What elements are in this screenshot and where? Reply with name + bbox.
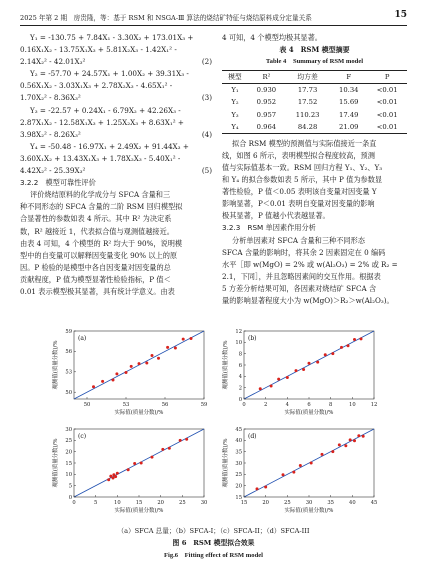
paragraph-line-text: 评价烧结原料的化学成分与 SFCA 含量和三 xyxy=(30,190,171,200)
paragraph-line-text: 极其显著，P 值越小代表越显著。 xyxy=(222,211,330,221)
x-axis-label: 实际值(质量分数)/% xyxy=(114,410,164,416)
x-tick-label: 6 xyxy=(307,402,311,408)
paragraph-line xyxy=(20,201,212,213)
paragraph-model-reliability xyxy=(20,189,212,298)
data-point xyxy=(321,453,324,456)
x-tick-label: 20 xyxy=(262,500,269,506)
table-cell: 17.49 xyxy=(339,110,359,119)
paragraph-line xyxy=(222,186,407,198)
data-point xyxy=(362,435,365,438)
paragraph-line-text: 分析单因素对 SFCA 含量和三种不同形态 xyxy=(232,235,365,245)
y-tick-label: 35 xyxy=(235,449,242,456)
data-point xyxy=(331,450,334,453)
y-tick-label: 30 xyxy=(65,426,72,433)
table-row xyxy=(222,96,407,108)
table-cell: Y₃ xyxy=(231,110,239,119)
paragraph-line-text: 由表 4 可知，4 个模型的 R² 均大于 90%，说明模 xyxy=(20,238,183,248)
equation-line-text: Y₃ = -22.57 + 0.24X₁ - 6.79X₂ + 42.26X₃ - xyxy=(30,105,181,115)
data-point xyxy=(190,337,193,340)
x-tick-label: 8 xyxy=(329,402,333,408)
paragraph-line xyxy=(222,198,407,210)
table-cell: 0.952 xyxy=(256,98,277,107)
paragraph-line xyxy=(222,150,407,162)
data-point xyxy=(140,462,143,465)
panel-label: (c) xyxy=(78,433,87,440)
x-tick-label: 30 xyxy=(200,500,208,506)
table-cell: 84.28 xyxy=(297,122,318,131)
paragraph-line-text: 影响显著，P＜0.01 表明自变量对因变量的影响 xyxy=(222,199,375,209)
data-point xyxy=(349,438,352,441)
table-cell: <0.01 xyxy=(376,110,398,119)
paragraph-line xyxy=(222,271,407,283)
col-header-r2: R² xyxy=(262,73,271,82)
equation-line-text: Y₁ = -130.75 + 7.84X₁ - 3.30X₂ + 173.01X₃ + xyxy=(30,33,194,42)
data-point xyxy=(256,487,259,490)
y-tick-label: 53 xyxy=(65,369,72,376)
col-header-p: P xyxy=(384,73,390,82)
paragraph-fitting xyxy=(222,138,407,223)
x-tick-label: 10 xyxy=(114,500,121,506)
paragraph-line xyxy=(20,274,212,286)
y-tick-label: 15 xyxy=(235,494,242,501)
equation-line-text: 4.42X₂² - 25.39X₃² xyxy=(20,166,86,176)
data-point xyxy=(168,447,171,450)
data-point xyxy=(331,352,334,355)
y-tick-label: 45 xyxy=(235,426,242,433)
data-point xyxy=(112,378,115,381)
y-tick-label: 20 xyxy=(235,483,242,490)
data-point xyxy=(182,338,185,341)
table-cell: 10.34 xyxy=(339,86,359,95)
x-axis-label: 实际值(质量分数)/% xyxy=(114,508,164,514)
data-point xyxy=(299,464,302,467)
table-cell: <0.01 xyxy=(376,98,398,107)
table-row xyxy=(222,121,407,134)
data-point xyxy=(151,456,154,459)
scatter-panel-c xyxy=(52,425,212,515)
x-tick-label: 5 xyxy=(94,500,98,506)
x-tick-label: 10 xyxy=(349,402,356,408)
y-tick-label: 8 xyxy=(238,351,242,358)
paragraph-line-text: 著性检验，P 值＜0.05 表明该自变量对因变量 Y xyxy=(222,187,377,197)
scatter-panel-d xyxy=(222,425,382,515)
x-tick-label: 50 xyxy=(83,402,91,408)
data-point xyxy=(114,475,117,478)
y-axis-label: 观测值(质量分数)/% xyxy=(53,438,59,488)
panel-label: (a) xyxy=(78,335,87,342)
paragraph-line-text: 数，R² 越接近 1，代表拟合值与观测值越接近。 xyxy=(20,226,174,236)
figure-caption-cn: 图 6 RSM 模型拟合效果 xyxy=(172,539,255,547)
data-point xyxy=(308,362,311,365)
paragraph-line xyxy=(222,295,407,307)
equation-line-text: 0.16X₁X₂ - 13.75X₁X₃ + 5.81X₂X₃ - 1.42X₁² - xyxy=(20,45,177,55)
table-header-row xyxy=(222,71,407,84)
data-point xyxy=(259,387,262,390)
section-heading-3-2-3: 3.2.3 RSM 单因素作用分析 xyxy=(222,223,316,233)
table-title-en: Table 4 Summary of RSM model xyxy=(265,58,364,66)
x-axis-label: 实际值(质量分数)/% xyxy=(284,410,334,416)
equation-line-text: 2.14X₂² - 42.01X₃² xyxy=(20,57,86,67)
data-point xyxy=(133,462,136,465)
y-tick-label: 25 xyxy=(65,438,72,445)
paragraph-line-text: 因。P 检验的是模型中各自因变量对因变量的总 xyxy=(20,262,171,272)
x-tick-label: 53 xyxy=(122,402,130,408)
equation-line xyxy=(20,32,212,44)
equation-line-text: 1.70X₂² - 8.36X₃² xyxy=(20,93,81,103)
x-tick-label: 12 xyxy=(370,402,378,408)
x-tick-label: 0 xyxy=(242,402,246,408)
equation-line xyxy=(20,44,212,56)
data-point xyxy=(127,468,130,471)
data-point xyxy=(145,361,148,364)
y-tick-label: 10 xyxy=(65,472,72,479)
equation-line-text: 0.56X₁X₂ - 3.03X₁X₃ + 2.78X₂X₃ - 4.65X₁² - xyxy=(20,81,173,91)
data-point xyxy=(264,486,267,489)
data-point xyxy=(166,346,169,349)
data-point xyxy=(344,444,347,447)
paragraph-line xyxy=(222,283,407,295)
data-point xyxy=(286,376,289,379)
y-tick-label: 6 xyxy=(238,362,242,369)
fit-line xyxy=(244,429,374,497)
data-point xyxy=(116,472,119,475)
paragraph-line-text: 水平［即 w(MgO) = 2% 或 w(Al₂O₃) = 2% 或 R₂ = xyxy=(222,259,398,269)
equation-line xyxy=(20,92,212,104)
paragraph-line xyxy=(222,210,407,222)
fit-line xyxy=(244,331,374,399)
x-tick-label: 2 xyxy=(264,402,268,408)
equation-line xyxy=(20,68,212,80)
y-tick-label: 10 xyxy=(235,340,242,347)
fit-line xyxy=(74,429,204,497)
paragraph-line-text: 2.1，下同］，并且忽略因素间的交互作用。根据表 xyxy=(222,271,381,281)
x-tick-label: 45 xyxy=(370,500,378,506)
paragraph-line-text: 贡献程度，P 值为模型显著性检验指标，P 值＜ xyxy=(20,274,171,284)
equation-line xyxy=(20,80,212,92)
paragraph-line xyxy=(20,286,212,298)
data-point xyxy=(357,434,360,437)
y-tick-label: 12 xyxy=(235,328,242,335)
paragraph-line-text: 值与实际值基本一致。RSM 回归方程 Y₁、Y₂、Y₃ xyxy=(222,162,383,172)
data-point xyxy=(92,385,95,388)
data-point xyxy=(316,361,319,364)
page-number: 15 xyxy=(394,10,407,20)
equation-number: (5) xyxy=(201,166,212,176)
paragraph-line xyxy=(20,226,212,238)
paragraph-line xyxy=(20,250,212,262)
paragraph-line xyxy=(222,259,407,271)
table-row xyxy=(222,109,407,121)
data-point xyxy=(174,347,177,350)
panel-label: (b) xyxy=(248,335,257,342)
scatter-panel-a xyxy=(52,327,212,417)
equation-line-text: Y₂ = -57.70 + 24.57X₁ + 1.00X₂ + 39.31X₃ - xyxy=(30,69,189,79)
col-header-mse: 均方差 xyxy=(297,73,318,82)
data-point xyxy=(295,369,298,372)
equation-line xyxy=(20,129,212,141)
equation-number: (4) xyxy=(201,129,212,139)
scatter-panel-b xyxy=(222,327,382,417)
table-cell: Y₂ xyxy=(231,98,239,107)
col-header-model: 模型 xyxy=(228,73,242,82)
table-cell: 21.09 xyxy=(339,122,359,131)
data-point xyxy=(353,439,356,442)
y-axis-label: 观测值(质量分数)/% xyxy=(223,438,229,488)
table-cell: 17.52 xyxy=(297,98,318,107)
right-column xyxy=(222,32,407,307)
y-tick-label: 56 xyxy=(65,349,72,356)
table-cell: Y₄ xyxy=(231,122,239,131)
y-tick-label: 5 xyxy=(68,483,72,490)
x-tick-label: 30 xyxy=(305,500,313,506)
header-rule xyxy=(20,25,407,26)
equation-line xyxy=(20,117,212,129)
table-title-cn: 表 4 RSM 模型摘要 xyxy=(279,45,350,55)
data-point xyxy=(125,371,128,374)
data-point xyxy=(292,471,295,474)
data-point xyxy=(101,380,104,383)
x-tick-label: 25 xyxy=(284,500,291,506)
paragraph-line xyxy=(222,138,407,150)
x-tick-label: 4 xyxy=(285,402,289,408)
table-cell: <0.01 xyxy=(376,86,398,95)
equation-block xyxy=(20,32,212,177)
equation-line xyxy=(20,105,212,117)
paragraph-line-text: 5 方差分析结果可知，各因素对烧结矿 SFCA 含 xyxy=(222,283,377,293)
data-point xyxy=(151,354,154,357)
x-tick-label: 15 xyxy=(240,500,248,506)
data-point xyxy=(353,338,356,341)
equation-line xyxy=(20,141,212,153)
y-tick-label: 15 xyxy=(65,460,72,467)
y-tick-label: 0 xyxy=(238,396,242,403)
equation-line xyxy=(20,165,212,177)
paragraph-line-text: 量的影响显著程度大小为 w(MgO)＞R₂＞w(Al₂O₃)。 xyxy=(222,295,394,305)
paragraph-line xyxy=(222,235,407,247)
y-tick-label: 50 xyxy=(65,390,72,396)
paragraph-line xyxy=(20,238,212,250)
equation-number: (2) xyxy=(201,57,212,67)
y-tick-label: 4 xyxy=(238,374,242,381)
paragraph-line: 4 可知，4 个模型均极其显著。 xyxy=(222,33,322,42)
section-heading-3-2-2: 3.2.2 模型可靠性评价 xyxy=(20,178,96,188)
equation-line-text: 3.98X₂² - 8.26X₃² xyxy=(20,129,81,139)
data-point xyxy=(107,478,110,481)
equation-number: (3) xyxy=(201,93,212,103)
data-point xyxy=(347,344,350,347)
x-tick-label: 25 xyxy=(179,500,186,506)
x-tick-label: 20 xyxy=(157,500,164,506)
figure-subcaption: （a）SFCA 总量；（b）SFCA-I；（c）SFCA-II；（d）SFCA-III xyxy=(117,527,310,535)
paragraph-line-text: 合显著性的参数如表 4 所示。其中 R² 为决定系 xyxy=(20,214,172,224)
paragraph-line xyxy=(20,189,212,201)
y-tick-label: 0 xyxy=(68,494,72,501)
paragraph-line xyxy=(20,262,212,274)
col-header-f: F xyxy=(346,73,352,82)
paragraph-line-text: SFCA 含量的影响时，将其余 2 因素固定在 0 编码 xyxy=(222,247,386,257)
table-cell: 0.957 xyxy=(256,110,277,119)
data-point xyxy=(112,476,115,479)
table-cell: 15.69 xyxy=(339,98,359,107)
x-tick-label: 59 xyxy=(200,402,208,408)
left-column xyxy=(20,32,212,298)
data-point xyxy=(302,368,305,371)
page-header xyxy=(20,10,407,23)
data-point xyxy=(324,353,327,356)
paragraph-line-text: 0.01 表示模型极其显著，具有统计学意义。由表 xyxy=(20,286,175,296)
data-point xyxy=(179,439,182,442)
panel-label: (d) xyxy=(248,433,257,440)
y-axis-label: 观测值(质量分数)/% xyxy=(53,340,59,390)
y-tick-label: 25 xyxy=(235,472,242,479)
table-row xyxy=(222,84,407,97)
figure-caption-en: Fig.6 Fitting effect of RSM model xyxy=(163,552,264,559)
equation-line xyxy=(20,153,212,165)
x-tick-label: 56 xyxy=(161,402,169,408)
table-cell: <0.01 xyxy=(376,122,398,131)
data-point xyxy=(270,384,273,387)
paragraph-line-text: 型中的自变量可以解释因变量变化 90% 以上的原 xyxy=(20,250,178,260)
paragraph-line xyxy=(222,162,407,174)
data-point xyxy=(161,448,164,451)
table-cell: 17.73 xyxy=(297,86,318,95)
data-point xyxy=(130,365,133,368)
y-tick-label: 30 xyxy=(235,460,242,467)
rsm-summary-table xyxy=(222,70,407,133)
table-cell: 110.23 xyxy=(295,110,320,119)
running-header: 2025 年第 2 期 房贵隆，等：基于 RSM 和 NSGA-Ⅲ 算法的烧结矿特征与烧结原料成分定量关系 xyxy=(20,14,312,22)
data-point xyxy=(310,462,313,465)
table-cell: Y₁ xyxy=(231,86,239,95)
data-point xyxy=(338,443,341,446)
data-point xyxy=(277,378,280,381)
paragraph-line xyxy=(20,213,212,225)
x-tick-label: 35 xyxy=(327,500,334,506)
paragraph-line-text: 拟合 RSM 模型的预测值与实际值接近一条直 xyxy=(232,138,377,148)
table-cell: 0.964 xyxy=(256,122,277,131)
x-tick-label: 0 xyxy=(72,500,76,506)
y-tick-label: 40 xyxy=(235,438,242,445)
data-point xyxy=(157,357,160,360)
equation-line xyxy=(20,56,212,68)
paragraph-single-factor xyxy=(222,235,407,308)
equation-line-text: 3.60X₁X₂ + 13.43X₁X₃ + 1.78X₂X₃ - 5.40X₁² - xyxy=(20,153,181,163)
equation-line-text: Y₄ = -50.48 - 16.97X₁ + 2.49X₂ + 91.44X₃ + xyxy=(30,141,189,151)
data-point xyxy=(340,346,343,349)
x-axis-label: 实际值(质量分数)/% xyxy=(284,508,334,514)
paragraph-line xyxy=(222,247,407,259)
x-tick-label: 15 xyxy=(135,500,143,506)
data-point xyxy=(138,362,141,365)
y-axis-label: 观测值(质量分数)/% xyxy=(223,340,229,390)
data-point xyxy=(360,337,363,340)
paragraph-line-text: 种不同形态的 SFCA 含量的二阶 RSM 回归模型拟 xyxy=(20,202,183,212)
table-cell: 0.930 xyxy=(256,86,277,95)
data-point xyxy=(185,438,188,441)
paragraph-line xyxy=(222,174,407,186)
x-tick-label: 40 xyxy=(349,500,356,506)
y-tick-label: 20 xyxy=(65,449,72,456)
paragraph-line-text: 和 Y₄ 的拟合参数如表 5 所示，其中 P 值为参数显 xyxy=(222,175,383,185)
y-tick-label: 2 xyxy=(238,385,242,392)
data-point xyxy=(282,473,285,476)
equation-line-text: 2.87X₁X₂ - 12.58X₁X₃ + 1.25X₂X₃ + 8.63X₁² + xyxy=(20,117,184,127)
paragraph-line-text: 线，如图 6 所示，表明模型拟合程度较高，预测 xyxy=(222,150,375,160)
figure-6 xyxy=(52,327,382,523)
data-point xyxy=(115,372,118,375)
y-tick-label: 59 xyxy=(65,328,72,335)
